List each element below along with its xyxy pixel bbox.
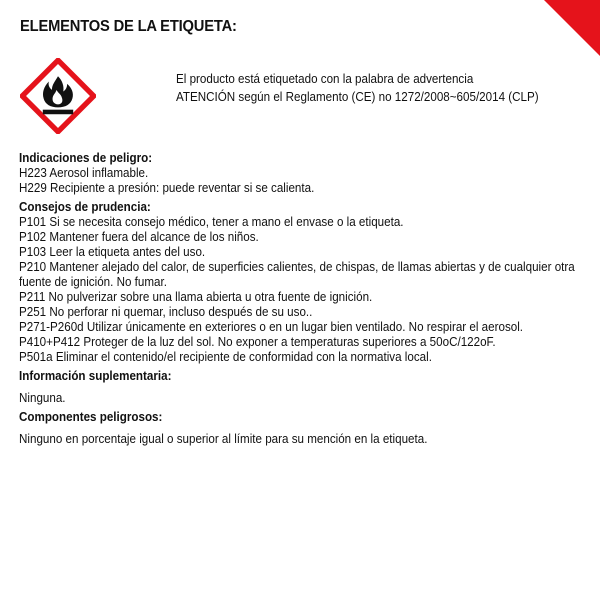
statement-line: H229 Recipiente a presión: puede reventar si se calienta. [19, 181, 315, 195]
statement-line: P211 No pulverizar sobre una llama abierta u otra fuente de ignición. [19, 290, 373, 304]
statement-line: Ninguno en porcentaje igual o superior al límite para su mención en la etiqueta. [19, 432, 428, 446]
statement-line: P410+P412 Proteger de la luz del sol. No exponer a temperaturas superiores a 50oC/122oF. [19, 335, 496, 349]
statement-line: P271-P260d Utilizar únicamente en exteriores o en un lugar bien ventilado. No respirar el aerosol. [19, 320, 524, 334]
section-heading: Indicaciones de peligro: [19, 151, 153, 165]
section-heading: Componentes peligrosos: [19, 410, 163, 424]
section-hazard-statements [19, 151, 594, 196]
statement-line: P251 No perforar ni quemar, incluso después de su uso.. [19, 305, 313, 319]
section-precautionary-statements [19, 200, 594, 365]
section-hazardous-components [19, 410, 594, 447]
signal-word-statement [176, 70, 539, 106]
signal-line: El producto está etiquetado con la palabra de advertencia [176, 72, 474, 86]
label-sections [19, 151, 594, 447]
statement-line: Ninguna. [19, 391, 66, 405]
section-supplementary-info [19, 369, 594, 406]
statement-line: P101 Si se necesita consejo médico, tener a mano el envase o la etiqueta. [19, 215, 404, 229]
statement-line: H223 Aerosol inflamable. [19, 166, 149, 180]
statement-line: P210 Mantener alejado del calor, de superficies calientes, de chispas, de llamas abiertas y de cualquier otra fuente de ignición. No fumar. [19, 260, 575, 289]
ghs-flame-icon [20, 58, 96, 134]
signal-line: ATENCIÓN según el Reglamento (CE) no 1272/2008~605/2014 (CLP) [176, 90, 539, 104]
section-heading: Consejos de prudencia: [19, 200, 151, 214]
section-heading: Información suplementaria: [19, 369, 172, 383]
page-title: ELEMENTOS DE LA ETIQUETA: [20, 18, 237, 35]
statement-line: P501a Eliminar el contenido/el recipiente de conformidad con la normativa local. [19, 350, 432, 364]
statement-line: P103 Leer la etiqueta antes del uso. [19, 245, 206, 259]
corner-accent [544, 0, 600, 56]
statement-line: P102 Mantener fuera del alcance de los niños. [19, 230, 259, 244]
